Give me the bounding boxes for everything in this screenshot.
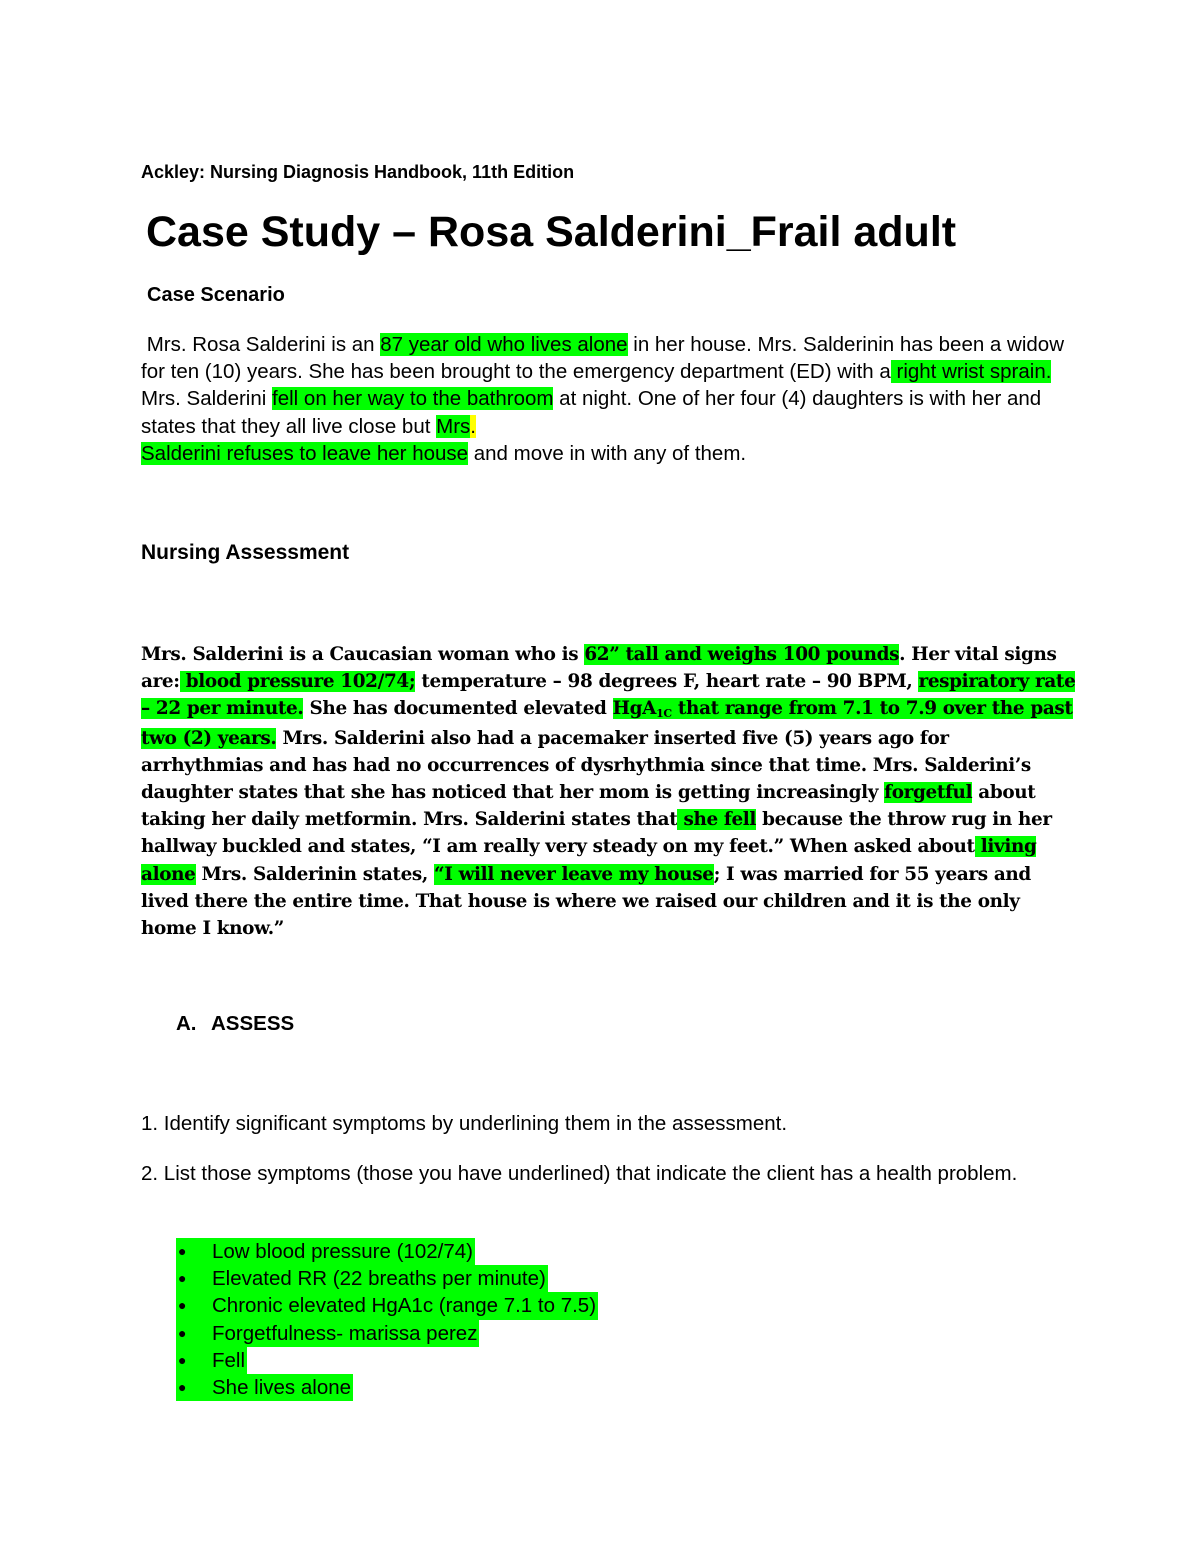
question-2: 2. List those symptoms (those you have underlined) that indicate the client has a health problem. xyxy=(141,1162,1018,1185)
highlight-respiratory-rate: respiratory rate – 22 per minute. xyxy=(141,671,1076,720)
symptom-text: Fell xyxy=(212,1348,246,1372)
symptom-text: Low blood pressure (102/74) xyxy=(212,1240,473,1263)
assessment-text: about taking her daily metformin. Mrs. Salderini states that xyxy=(141,782,1036,831)
highlight-living-alone: living alone xyxy=(141,836,1037,885)
assessment-text: because the throw rug in her hallway buckled and states, “I am really very steady on my feet.” When asked about xyxy=(141,809,1052,858)
nursing-assessment-paragraph xyxy=(141,641,1076,942)
assessment-text: temperature – 98 degrees F, heart rate – 90 BPM, xyxy=(415,671,919,693)
highlight-refuses-leave: Mrs xyxy=(436,414,471,438)
highlight-period: . xyxy=(470,414,476,438)
highlight-fell: fell on her way to the bathroom xyxy=(272,387,554,411)
hga1c-subscript: 1C xyxy=(656,707,672,721)
symptom-text: Chronic elevated HgA1c (range 7.1 to 7.5) xyxy=(212,1294,597,1318)
list-item xyxy=(176,1292,598,1319)
assessment-text: Mrs. Salderini also had a pacemaker inserted five (5) years ago for arrhythmias and has had no occurrences of dysrhythmia since that time. Mrs. Salderini’s daughter states that she has noticed that her mom is getting increasingly xyxy=(141,727,1031,804)
section-number: A. xyxy=(176,1012,197,1035)
case-scenario-paragraph xyxy=(141,331,1071,467)
scenario-text: Mrs. Salderini xyxy=(141,387,273,411)
bullet-icon: ● xyxy=(178,1379,187,1396)
list-item xyxy=(176,1238,598,1265)
assessment-text: Mrs. Salderinin states, xyxy=(195,863,435,885)
symptom-text: She lives alone xyxy=(212,1376,352,1400)
bullet-icon: ● xyxy=(178,1243,187,1259)
scenario-text: at night. One of her four (4) daughters is with her and states that they all live close but xyxy=(141,387,1042,438)
nursing-assessment-heading: Nursing Assessment xyxy=(141,541,350,564)
symptom-text: Elevated RR (22 breaths per minute) xyxy=(212,1267,546,1291)
bullet-icon: ● xyxy=(178,1324,187,1341)
section-assess-heading xyxy=(176,1010,1106,1038)
scenario-text: Mrs. Rosa Salderini is an xyxy=(146,333,381,356)
highlight-she-fell: she fell xyxy=(677,809,757,831)
hga1c-range: that range from 7.1 to 7.9 over the past two (2) years. xyxy=(141,698,1073,749)
list-item xyxy=(176,1347,598,1374)
highlight-wrist-sprain: right wrist sprain. xyxy=(890,360,1052,384)
symptom-highlight xyxy=(176,1292,598,1319)
assessment-text: She has documented elevated xyxy=(303,698,613,720)
question-1: 1. Identify significant symptoms by underlining them in the assessment. xyxy=(141,1112,788,1135)
highlight-never-leave: “I will never leave my house xyxy=(434,863,714,885)
assessment-text: . Her vital signs are: xyxy=(141,644,1057,693)
highlight-age-lives-alone: 87 year old who lives alone xyxy=(380,333,628,356)
symptom-highlight xyxy=(176,1374,353,1401)
bullet-icon: ● xyxy=(178,1351,187,1368)
assessment-text: Mrs. Salderini is a Caucasian woman who is xyxy=(141,644,585,665)
bullet-icon: ● xyxy=(178,1297,187,1314)
list-item xyxy=(176,1320,598,1347)
scenario-text: in her house. Mrs. Salderinin has been a widow for ten (10) years. She has been brought to the emergency department (ED) with a xyxy=(141,333,1064,384)
highlight-height-weight: 62” tall and weighs 100 pounds xyxy=(584,644,900,665)
highlight-forgetful: forgetful xyxy=(884,782,973,804)
list-item xyxy=(176,1265,598,1292)
section-label: ASSESS xyxy=(211,1012,295,1035)
symptom-highlight xyxy=(176,1347,247,1374)
symptom-list xyxy=(176,1238,598,1401)
hga1c-label: HgA xyxy=(612,698,657,720)
highlight-blood-pressure: blood pressure 102/74; xyxy=(179,671,416,693)
symptom-highlight xyxy=(176,1320,479,1347)
page-title: Case Study – Rosa Salderini_Frail adult xyxy=(146,208,957,256)
highlight-refuses-leave-cont: Salderini refuses to leave her house xyxy=(141,441,469,465)
symptom-highlight xyxy=(176,1238,475,1265)
handbook-reference: Ackley: Nursing Diagnosis Handbook, 11th Edition xyxy=(141,162,575,182)
symptom-highlight xyxy=(176,1265,548,1292)
assessment-text: ; I was married for 55 years and lived there the entire time. That house is where we raised our children and it is the only home I know.” xyxy=(141,863,1031,940)
bullet-icon: ● xyxy=(178,1270,187,1287)
list-item xyxy=(176,1374,598,1401)
case-scenario-heading: Case Scenario xyxy=(147,284,285,306)
symptom-text: Forgetfulness- marissa perez xyxy=(212,1321,478,1345)
scenario-text: and move in with any of them. xyxy=(468,441,747,465)
